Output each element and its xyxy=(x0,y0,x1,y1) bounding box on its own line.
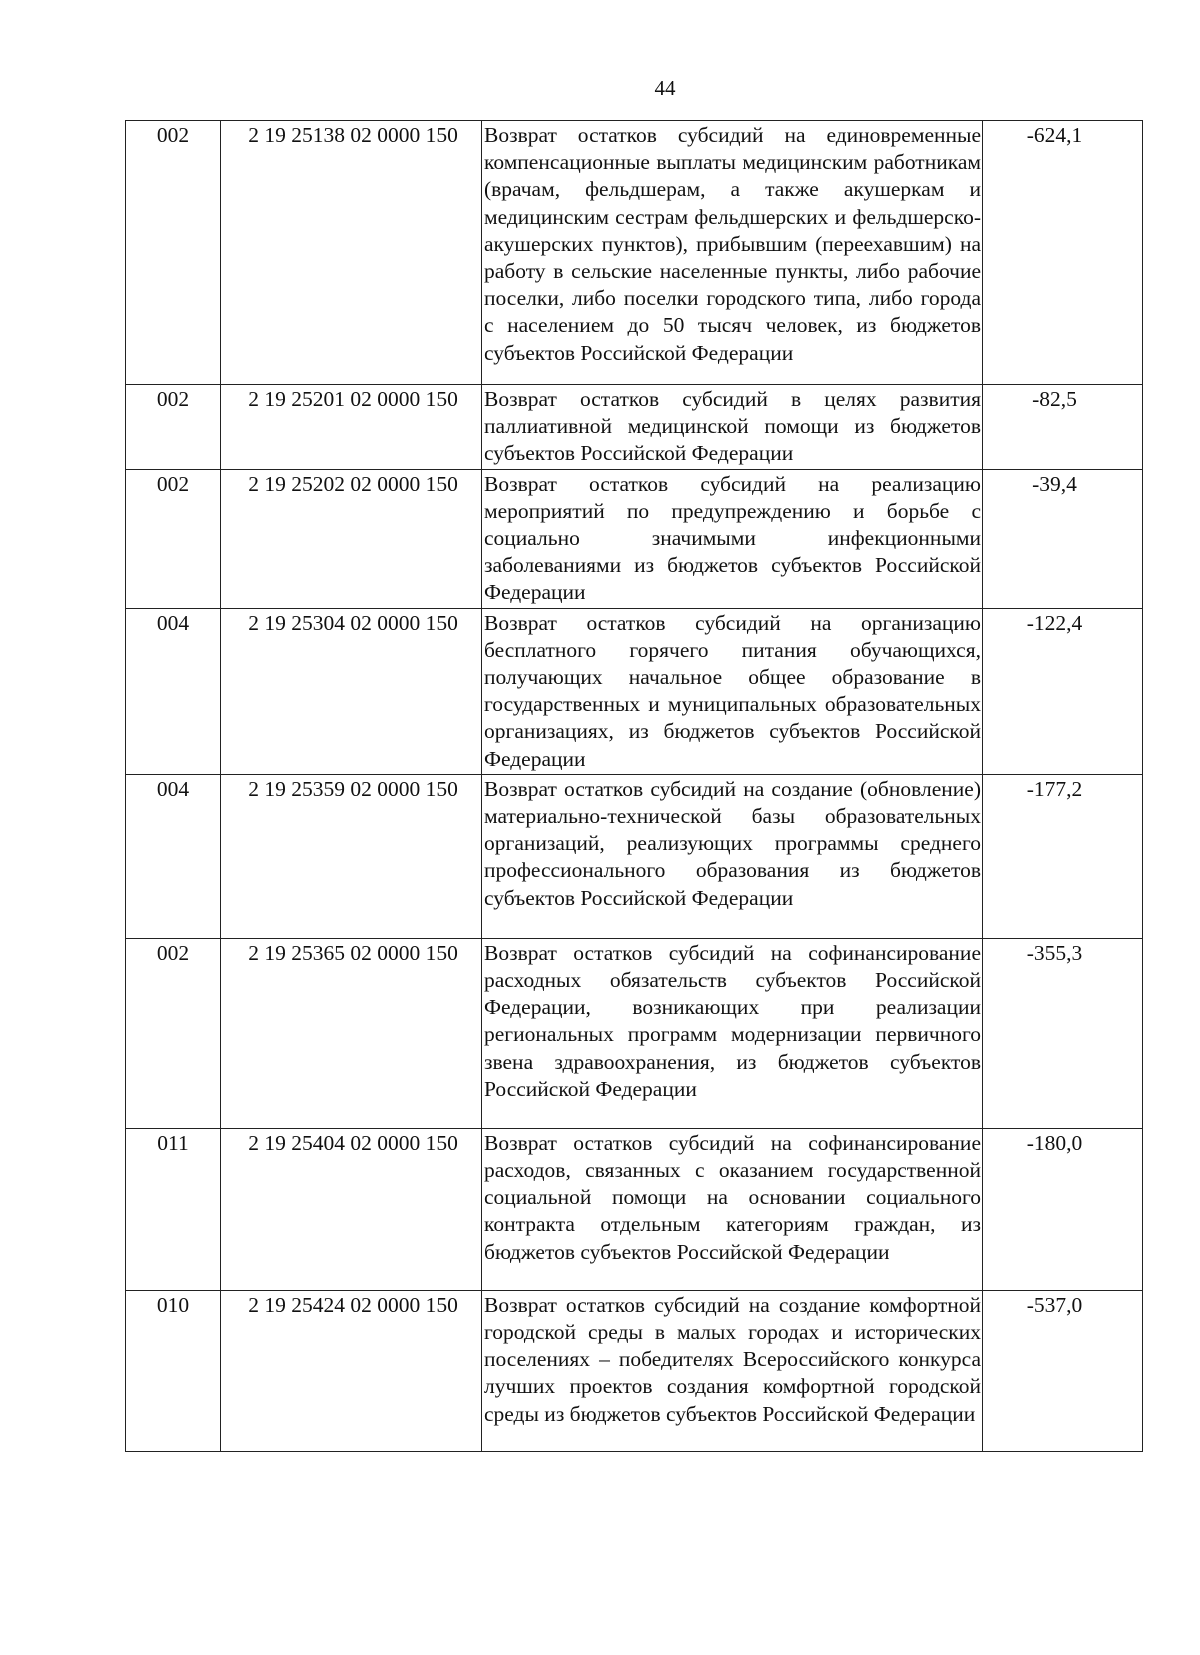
amount-cell: -82,5 xyxy=(983,385,1143,470)
table-row xyxy=(126,1128,1143,1290)
amount-cell: -180,0 xyxy=(983,1128,1143,1290)
admin-code-cell: 011 xyxy=(126,1128,221,1290)
table-row xyxy=(126,469,1143,608)
table-row xyxy=(126,774,1143,938)
description-cell: Возврат остатков субсидий на реализацию мероприятий по предупреждению и борьбе с социально значимыми инфекционными заболеваниями из бюджетов субъектов Российской Федерации xyxy=(482,469,983,608)
table-row xyxy=(126,608,1143,774)
budget-table xyxy=(125,120,1143,1452)
budget-code-cell: 2 19 25365 02 0000 150 xyxy=(221,938,482,1128)
admin-code-cell: 004 xyxy=(126,608,221,774)
admin-code-cell: 010 xyxy=(126,1290,221,1451)
amount-cell: -122,4 xyxy=(983,608,1143,774)
description-cell: Возврат остатков субсидий на софинансирование расходов, связанных с оказанием государственной социальной помощи на основании социального контракта отдельным категориям граждан, из бюджетов субъектов Российской Федерации xyxy=(482,1128,983,1290)
table-row xyxy=(126,1290,1143,1451)
description-cell: Возврат остатков субсидий на создание комфортной городской среды в малых городах и исторических поселениях – победителях Всероссийского конкурса лучших проектов создания комфортной городской среды из бюджетов субъектов Российской Федерации xyxy=(482,1290,983,1451)
description-cell: Возврат остатков субсидий на единовременные компенсационные выплаты медицинским работникам (врачам, фельдшерам, а также акушеркам и медицинским сестрам фельдшерских и фельдшерско-акушерских пунктов), прибывшим (переехавшим) на работу в сельские населенные пункты, либо рабочие поселки, либо поселки городского типа, либо города с населением до 50 тысяч человек, из бюджетов субъектов Российской Федерации xyxy=(482,121,983,385)
description-cell: Возврат остатков субсидий на организацию бесплатного горячего питания обучающихся, получающих начальное общее образование в государственных и муниципальных образовательных организациях, из бюджетов субъектов Российской Федерации xyxy=(482,608,983,774)
amount-cell: -355,3 xyxy=(983,938,1143,1128)
description-cell: Возврат остатков субсидий на создание (обновление) материально-технической базы образовательных организаций, реализующих программы среднего профессионального образования из бюджетов субъектов Российской Федерации xyxy=(482,774,983,938)
table-row xyxy=(126,385,1143,470)
admin-code-cell: 002 xyxy=(126,385,221,470)
admin-code-cell: 002 xyxy=(126,938,221,1128)
budget-code-cell: 2 19 25304 02 0000 150 xyxy=(221,608,482,774)
table-row xyxy=(126,121,1143,385)
amount-cell: -39,4 xyxy=(983,469,1143,608)
amount-cell: -177,2 xyxy=(983,774,1143,938)
budget-code-cell: 2 19 25138 02 0000 150 xyxy=(221,121,482,385)
description-cell: Возврат остатков субсидий в целях развития паллиативной медицинской помощи из бюджетов субъектов Российской Федерации xyxy=(482,385,983,470)
table-row xyxy=(126,938,1143,1128)
amount-cell: -537,0 xyxy=(983,1290,1143,1451)
page-number: 44 xyxy=(654,76,676,100)
admin-code-cell: 002 xyxy=(126,469,221,608)
amount-cell: -624,1 xyxy=(983,121,1143,385)
description-cell: Возврат остатков субсидий на софинансирование расходных обязательств субъектов Российской Федерации, возникающих при реализации региональных программ модернизации первичного звена здравоохранения, из бюджетов субъектов Российской Федерации xyxy=(482,938,983,1128)
budget-code-cell: 2 19 25424 02 0000 150 xyxy=(221,1290,482,1451)
budget-code-cell: 2 19 25201 02 0000 150 xyxy=(221,385,482,470)
budget-code-cell: 2 19 25202 02 0000 150 xyxy=(221,469,482,608)
admin-code-cell: 002 xyxy=(126,121,221,385)
admin-code-cell: 004 xyxy=(126,774,221,938)
budget-code-cell: 2 19 25359 02 0000 150 xyxy=(221,774,482,938)
budget-code-cell: 2 19 25404 02 0000 150 xyxy=(221,1128,482,1290)
